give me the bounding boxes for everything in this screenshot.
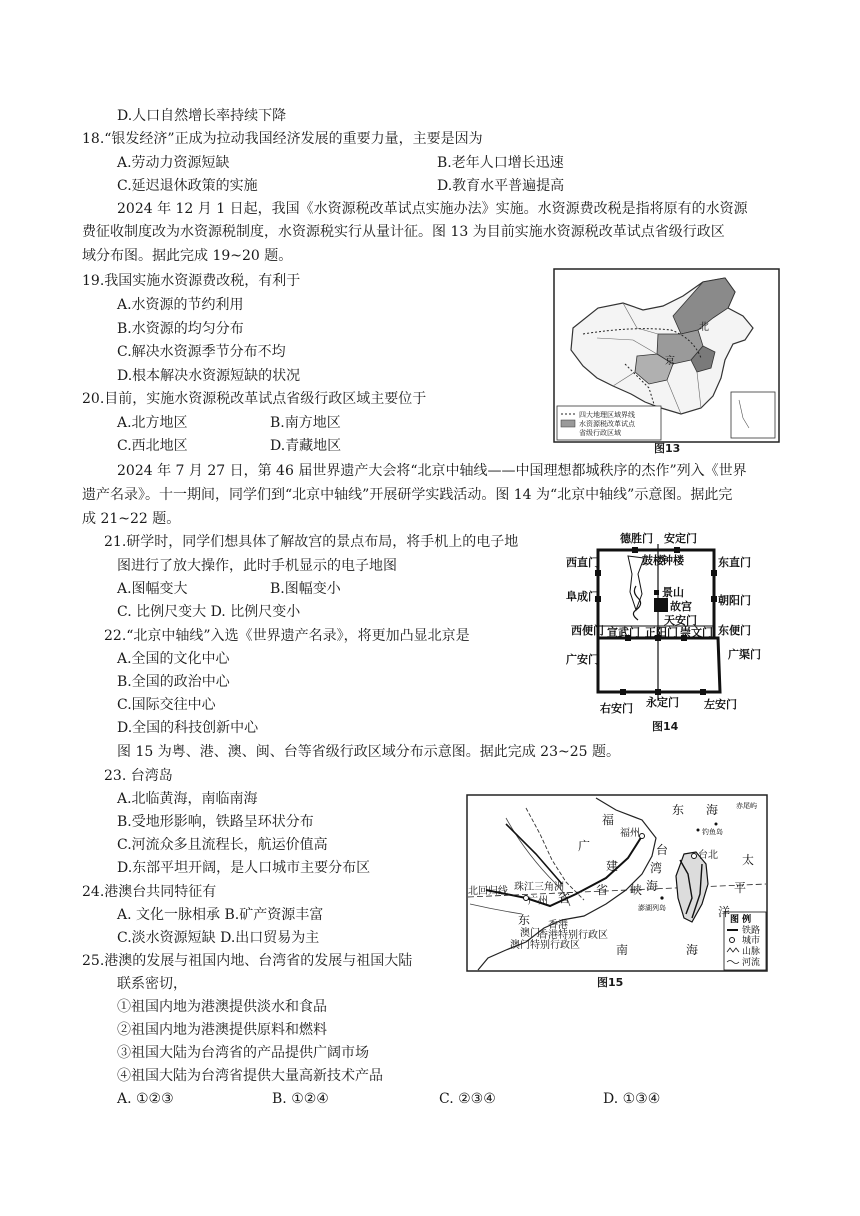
fig15-taiwan-1: 台: [656, 843, 669, 857]
fig15-guangdong-2: 东: [518, 913, 531, 927]
q18-option-c: C.延迟退休政策的实施: [117, 178, 258, 194]
q25-option-c: C. ②③④: [439, 1091, 496, 1107]
q25-option-d: D. ①③④: [603, 1091, 661, 1107]
fig13-legend-province: 省级行政区域: [579, 429, 621, 437]
fig15-guangzhou: 广州: [528, 896, 548, 907]
fig15-tropic: 北回归线: [468, 886, 508, 897]
gate-xizhimen: 西直门: [566, 556, 599, 569]
q21-stem-line2: 图进行了放大操作，此时手机显示的电子地图: [117, 558, 397, 574]
fig15-legend-rail: 铁路: [742, 926, 761, 936]
gate-andingmen: 安定门: [664, 532, 697, 545]
fig15-penghu: 澎湖列岛: [638, 904, 666, 912]
fig15-taiwan-2: 湾: [650, 861, 663, 875]
figure-15-caption: 图15: [597, 976, 624, 989]
q25-statement-4: ④祖国大陆为台湾省提供大量高新技术产品: [117, 1068, 383, 1084]
q18-option-a: A.劳动力资源短缺: [117, 155, 230, 171]
q18-stem: 18.“银发经济”正成为拉动我国经济发展的重要力量，主要是因为: [82, 131, 483, 147]
gate-yongdingmen: 永定门: [646, 696, 679, 709]
fig15-fujian-2: 建: [606, 859, 619, 873]
label-tiananmen: 天安门: [664, 614, 697, 627]
q19-stem: 19.我国实施水资源费改税，有利于: [82, 273, 301, 289]
fig15-hongkong: 香港: [548, 920, 568, 931]
q22-option-d: D.全国的科技创新中心: [117, 720, 259, 736]
q25-statement-1: ①祖国内地为港澳提供淡水和食品: [117, 999, 327, 1015]
q25-stem-line1: 25.港澳的发展与祖国内地、台湾省的发展与祖国大陆: [82, 953, 413, 969]
fig15-fuzhou: 福州: [620, 828, 640, 839]
passage1-line2: 费征收制度改为水资源税制度，水资源税实行从量计征。图 13 为目前实施水资源税改革试点省级行政区: [82, 224, 725, 240]
fig15-taibei: 台北: [698, 850, 718, 861]
q20-option-c: C.西北地区: [117, 438, 188, 454]
fig15-macao: 澳门: [520, 928, 540, 939]
gate-guanganmen: 广安门: [566, 653, 599, 666]
label-jingshan: 景山: [662, 586, 684, 599]
fig15-chiwei: 赤尾屿: [736, 802, 757, 810]
gate-zhengyangmen: 正阳门: [645, 626, 678, 639]
gate-chaoyangmen: 朝阳门: [718, 594, 751, 607]
q21-option-cd: C. 比例尺变大 D. 比例尺变小: [117, 604, 301, 620]
q22-option-c: C.国际交往中心: [117, 697, 216, 713]
gate-youanmen: 右安门: [600, 702, 633, 715]
label-gulou: 鼓楼: [642, 554, 664, 567]
q24-option-ab: A. 文化一脉相承 B.矿产资源丰富: [117, 907, 324, 923]
gate-deshengmen: 德胜门: [620, 532, 653, 545]
gate-chongwenmen: 崇文门: [680, 626, 713, 639]
q25-statement-2: ②祖国内地为港澳提供原料和燃料: [117, 1022, 327, 1038]
gate-fuchengmen: 阜成门: [566, 590, 599, 603]
fig15-diaoyu: 钓鱼岛: [702, 828, 723, 836]
q22-stem: 22.“北京中轴线”入选《世界遗产名录》，将更加凸显北京是: [104, 628, 470, 644]
q23-option-a: A.北临黄海，南临南海: [117, 791, 258, 807]
fig15-guangdong-3: 省: [558, 891, 571, 905]
figure-14-beijing-axis: [566, 530, 774, 716]
fig13-legend-boundary: 四大地理区域界线: [579, 411, 635, 419]
figure-14-caption: 图14: [652, 720, 679, 733]
gate-zuoanmen: 左安门: [704, 698, 737, 711]
label-gugong: 故宫: [670, 600, 692, 613]
fig15-fujian-3: 省: [596, 883, 609, 897]
label-zhonglou: 钟楼: [662, 554, 684, 567]
fig15-east-sea-1: 东: [672, 803, 685, 817]
passage1-line1: 2024 年 12 月 1 日起，我国《水资源税改革试点实施办法》实施。水资源费改税是指将原有的水资源: [117, 201, 748, 217]
passage2-line1: 2024 年 7 月 27 日，第 46 届世界遗产大会将“北京中轴线——中国理想都城秩序的杰作”列入《世界: [117, 463, 747, 479]
fig15-prd: 珠江三角洲: [514, 882, 564, 893]
q21-option-a: A.图幅变大: [117, 581, 188, 597]
q20-option-a: A.北方地区: [117, 415, 188, 431]
q19-option-d: D.根本解决水资源短缺的状况: [117, 368, 301, 384]
passage2-line2: 遗产名录》。十一期间，同学们到“北京中轴线”开展研学实践活动。图 14 为“北京中轴线”示意图。据此完: [82, 487, 733, 503]
q25-option-a: A. ①②③: [117, 1091, 174, 1107]
fig15-south-sea-2: 海: [686, 943, 699, 957]
q20-option-b: B.南方地区: [270, 415, 341, 431]
q18-option-b: B.老年人口增长迅速: [437, 155, 564, 171]
gate-xibianmen: 西便门: [571, 624, 604, 637]
q18-option-d: D.教育水平普遍提高: [437, 178, 565, 194]
fig13-label-jing: 京: [665, 356, 675, 367]
fig15-pacific-2: 平: [734, 881, 747, 895]
gate-dongbianmen: 东便门: [718, 624, 751, 637]
fig15-legend-city: 城市: [742, 936, 761, 946]
fig15-pacific-1: 太: [742, 853, 755, 867]
fig15-mo-sar: 澳门特别行政区: [510, 940, 580, 951]
q21-stem-line1: 21.研学时，同学们想具体了解故宫的景点布局，将手机上的电子地: [104, 534, 519, 550]
q19-option-b: B.水资源的均匀分布: [117, 321, 244, 337]
q24-option-cd: C.淡水资源短缺 D.出口贸易为主: [117, 930, 320, 946]
q25-statement-3: ③祖国大陆为台湾省的产品提供广阔市场: [117, 1045, 369, 1061]
figure-15-southeast-map: [466, 794, 768, 972]
q22-option-b: B.全国的政治中心: [117, 674, 230, 690]
q20-stem: 20.目前，实施水资源税改革试点省级行政区域主要位于: [82, 391, 427, 407]
fig13-legend-pilot: 水资源税改革试点: [579, 420, 635, 428]
passage1-line3: 域分布图。据此完成 19~20 题。: [82, 248, 293, 264]
fig13-label-bei: 北: [699, 322, 709, 333]
q25-stem-line2: 联系密切，: [117, 976, 187, 992]
passage3-line1: 图 15 为粤、港、澳、闽、台等省级行政区域分布示意图。据此完成 23~25 题。: [117, 744, 620, 760]
q24-stem: 24.港澳台共同特征有: [82, 884, 217, 900]
gate-dongzhimen: 东直门: [718, 556, 751, 569]
fig15-guangdong-1: 广: [578, 839, 591, 853]
figure-13-china-map: [553, 268, 780, 443]
fig15-legend-river: 河流: [742, 958, 761, 968]
q19-option-c: C.解决水资源季节分布不均: [117, 344, 286, 360]
q21-option-b: B.图幅变小: [270, 581, 341, 597]
fig15-legend-title: 图 例: [730, 915, 752, 925]
q22-option-a: A.全国的文化中心: [117, 651, 230, 667]
fig15-fujian-1: 福: [602, 813, 615, 827]
fig15-taiwan-4: 峡: [630, 883, 643, 897]
q23-option-c: C.河流众多且流程长，航运价值高: [117, 837, 328, 853]
fig15-legend-mountain: 山脉: [742, 947, 761, 957]
q25-option-b: B. ①②④: [272, 1091, 329, 1107]
fig15-pacific-3: 洋: [718, 905, 731, 919]
q19-option-a: A.水资源的节约利用: [117, 297, 244, 313]
q23-option-b: B.受地形影响，铁路呈环状分布: [117, 814, 314, 830]
gate-guangqumen: 广渠门: [728, 648, 761, 661]
fig15-hk-sar: 香港特别行政区: [538, 930, 608, 941]
fig15-east-sea-2: 海: [706, 803, 719, 817]
fig15-taiwan-3: 海: [646, 879, 659, 893]
gate-xuanwumen: 宣武门: [607, 626, 640, 639]
q20-option-d: D.青藏地区: [270, 438, 342, 454]
fig15-south-sea-1: 南: [616, 943, 629, 957]
passage2-line3: 成 21~22 题。: [82, 511, 181, 527]
q17-option-d: D.人口自然增长率持续下降: [117, 108, 287, 124]
q23-stem: 23. 台湾岛: [104, 768, 173, 784]
q23-option-d: D.东部平坦开阔，是人口城市主要分布区: [117, 860, 371, 876]
figure-13-caption: 图13: [654, 442, 681, 455]
